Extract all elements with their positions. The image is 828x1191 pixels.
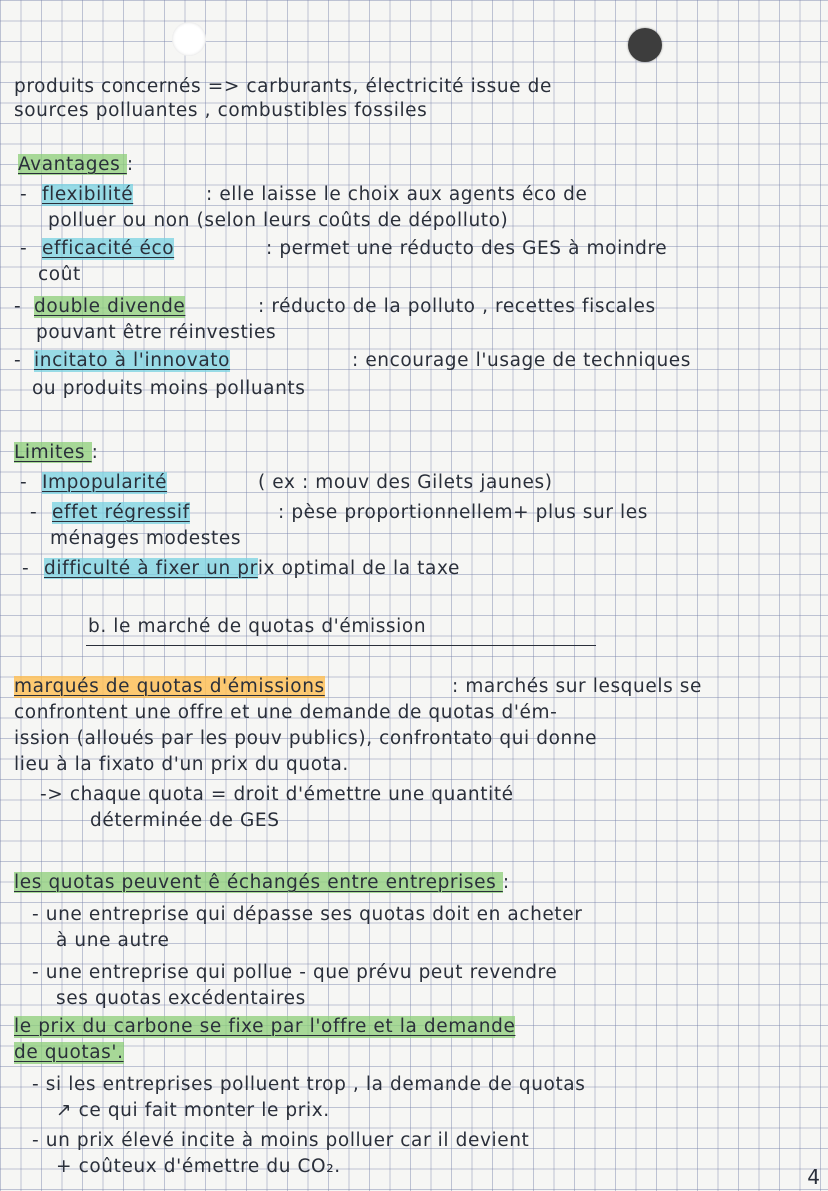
note-line: Avantages : — [18, 154, 134, 175]
note-line: + coûteux d'émettre du CO₂. — [56, 1156, 341, 1177]
note-line: marqués de quotas d'émissions — [14, 676, 325, 697]
note-line: : encourage l'usage de techniques — [352, 350, 692, 371]
note-line: - — [14, 296, 22, 317]
note-line: - si les entreprises polluent trop , la demande de quotas — [32, 1074, 586, 1095]
note-line: flexibilité — [42, 184, 134, 205]
note-line: à une autre — [56, 930, 170, 951]
note-line: produits concernés => carburants, électricité issue de — [14, 76, 552, 97]
note-line: Impopularité — [42, 472, 168, 493]
binder-hole-icon — [172, 22, 206, 56]
note-line: confrontent une offre et une demande de quotas d'ém- — [14, 702, 558, 723]
note-line: ou produits moins polluants — [32, 378, 306, 399]
note-line: - — [20, 472, 28, 493]
note-line: : pèse proportionnellem+ plus sur les — [278, 502, 649, 523]
note-line: Limites : — [14, 442, 99, 463]
note-line: - un prix élevé incite à moins polluer car il devient — [32, 1130, 530, 1151]
note-line: b. le marché de quotas d'émission — [88, 616, 427, 637]
note-line: les quotas peuvent ê échangés entre entreprises : — [14, 872, 510, 893]
note-line: : permet une réducto des GES à moindre — [266, 238, 668, 259]
note-line: difficulté à fixer un prix optimal de la taxe — [44, 558, 460, 579]
note-line: de quotas'. — [14, 1042, 124, 1063]
note-line: déterminée de GES — [90, 810, 280, 831]
note-line: incitato à l'innovato — [34, 350, 231, 371]
note-line: : réducto de la polluto , recettes fiscales — [258, 296, 656, 317]
note-line: ( ex : mouv des Gilets jaunes) — [258, 472, 553, 493]
note-line: polluer ou non (selon leurs coûts de dépolluto) — [48, 210, 509, 231]
note-line: : elle laisse le choix aux agents éco de — [206, 184, 588, 205]
note-line: - — [30, 502, 38, 523]
note-line: double divende — [34, 296, 186, 317]
note-line: efficacité éco — [42, 238, 175, 259]
note-line: - — [22, 558, 30, 579]
binder-hole-icon — [628, 28, 662, 62]
section-underline — [86, 645, 596, 646]
note-line: - — [20, 238, 28, 259]
note-line: - une entreprise qui pollue - que prévu peut revendre — [32, 962, 558, 983]
note-line: coût — [38, 264, 81, 285]
note-line: effet régressif — [52, 502, 190, 523]
note-line: ménages modestes — [50, 528, 242, 549]
note-line: - une entreprise qui dépasse ses quotas doit en acheter — [32, 904, 583, 925]
note-line: - — [14, 350, 22, 371]
note-line: ission (alloués par les pouv publics), confrontato qui donne — [14, 728, 598, 749]
page-number: 4 — [807, 1165, 820, 1189]
note-line: le prix du carbone se fixe par l'offre et la demande — [14, 1016, 516, 1037]
note-line: - — [20, 184, 28, 205]
note-line: sources polluantes , combustibles fossiles — [14, 100, 428, 121]
note-line: ↗ ce qui fait monter le prix. — [56, 1100, 330, 1121]
note-line: ses quotas excédentaires — [56, 988, 306, 1009]
note-line: : marchés sur lesquels se — [452, 676, 703, 697]
note-line: -> chaque quota = droit d'émettre une quantité — [40, 784, 514, 805]
note-line: pouvant être réinvesties — [36, 322, 277, 343]
note-line: lieu à la fixato d'un prix du quota. — [14, 754, 349, 775]
